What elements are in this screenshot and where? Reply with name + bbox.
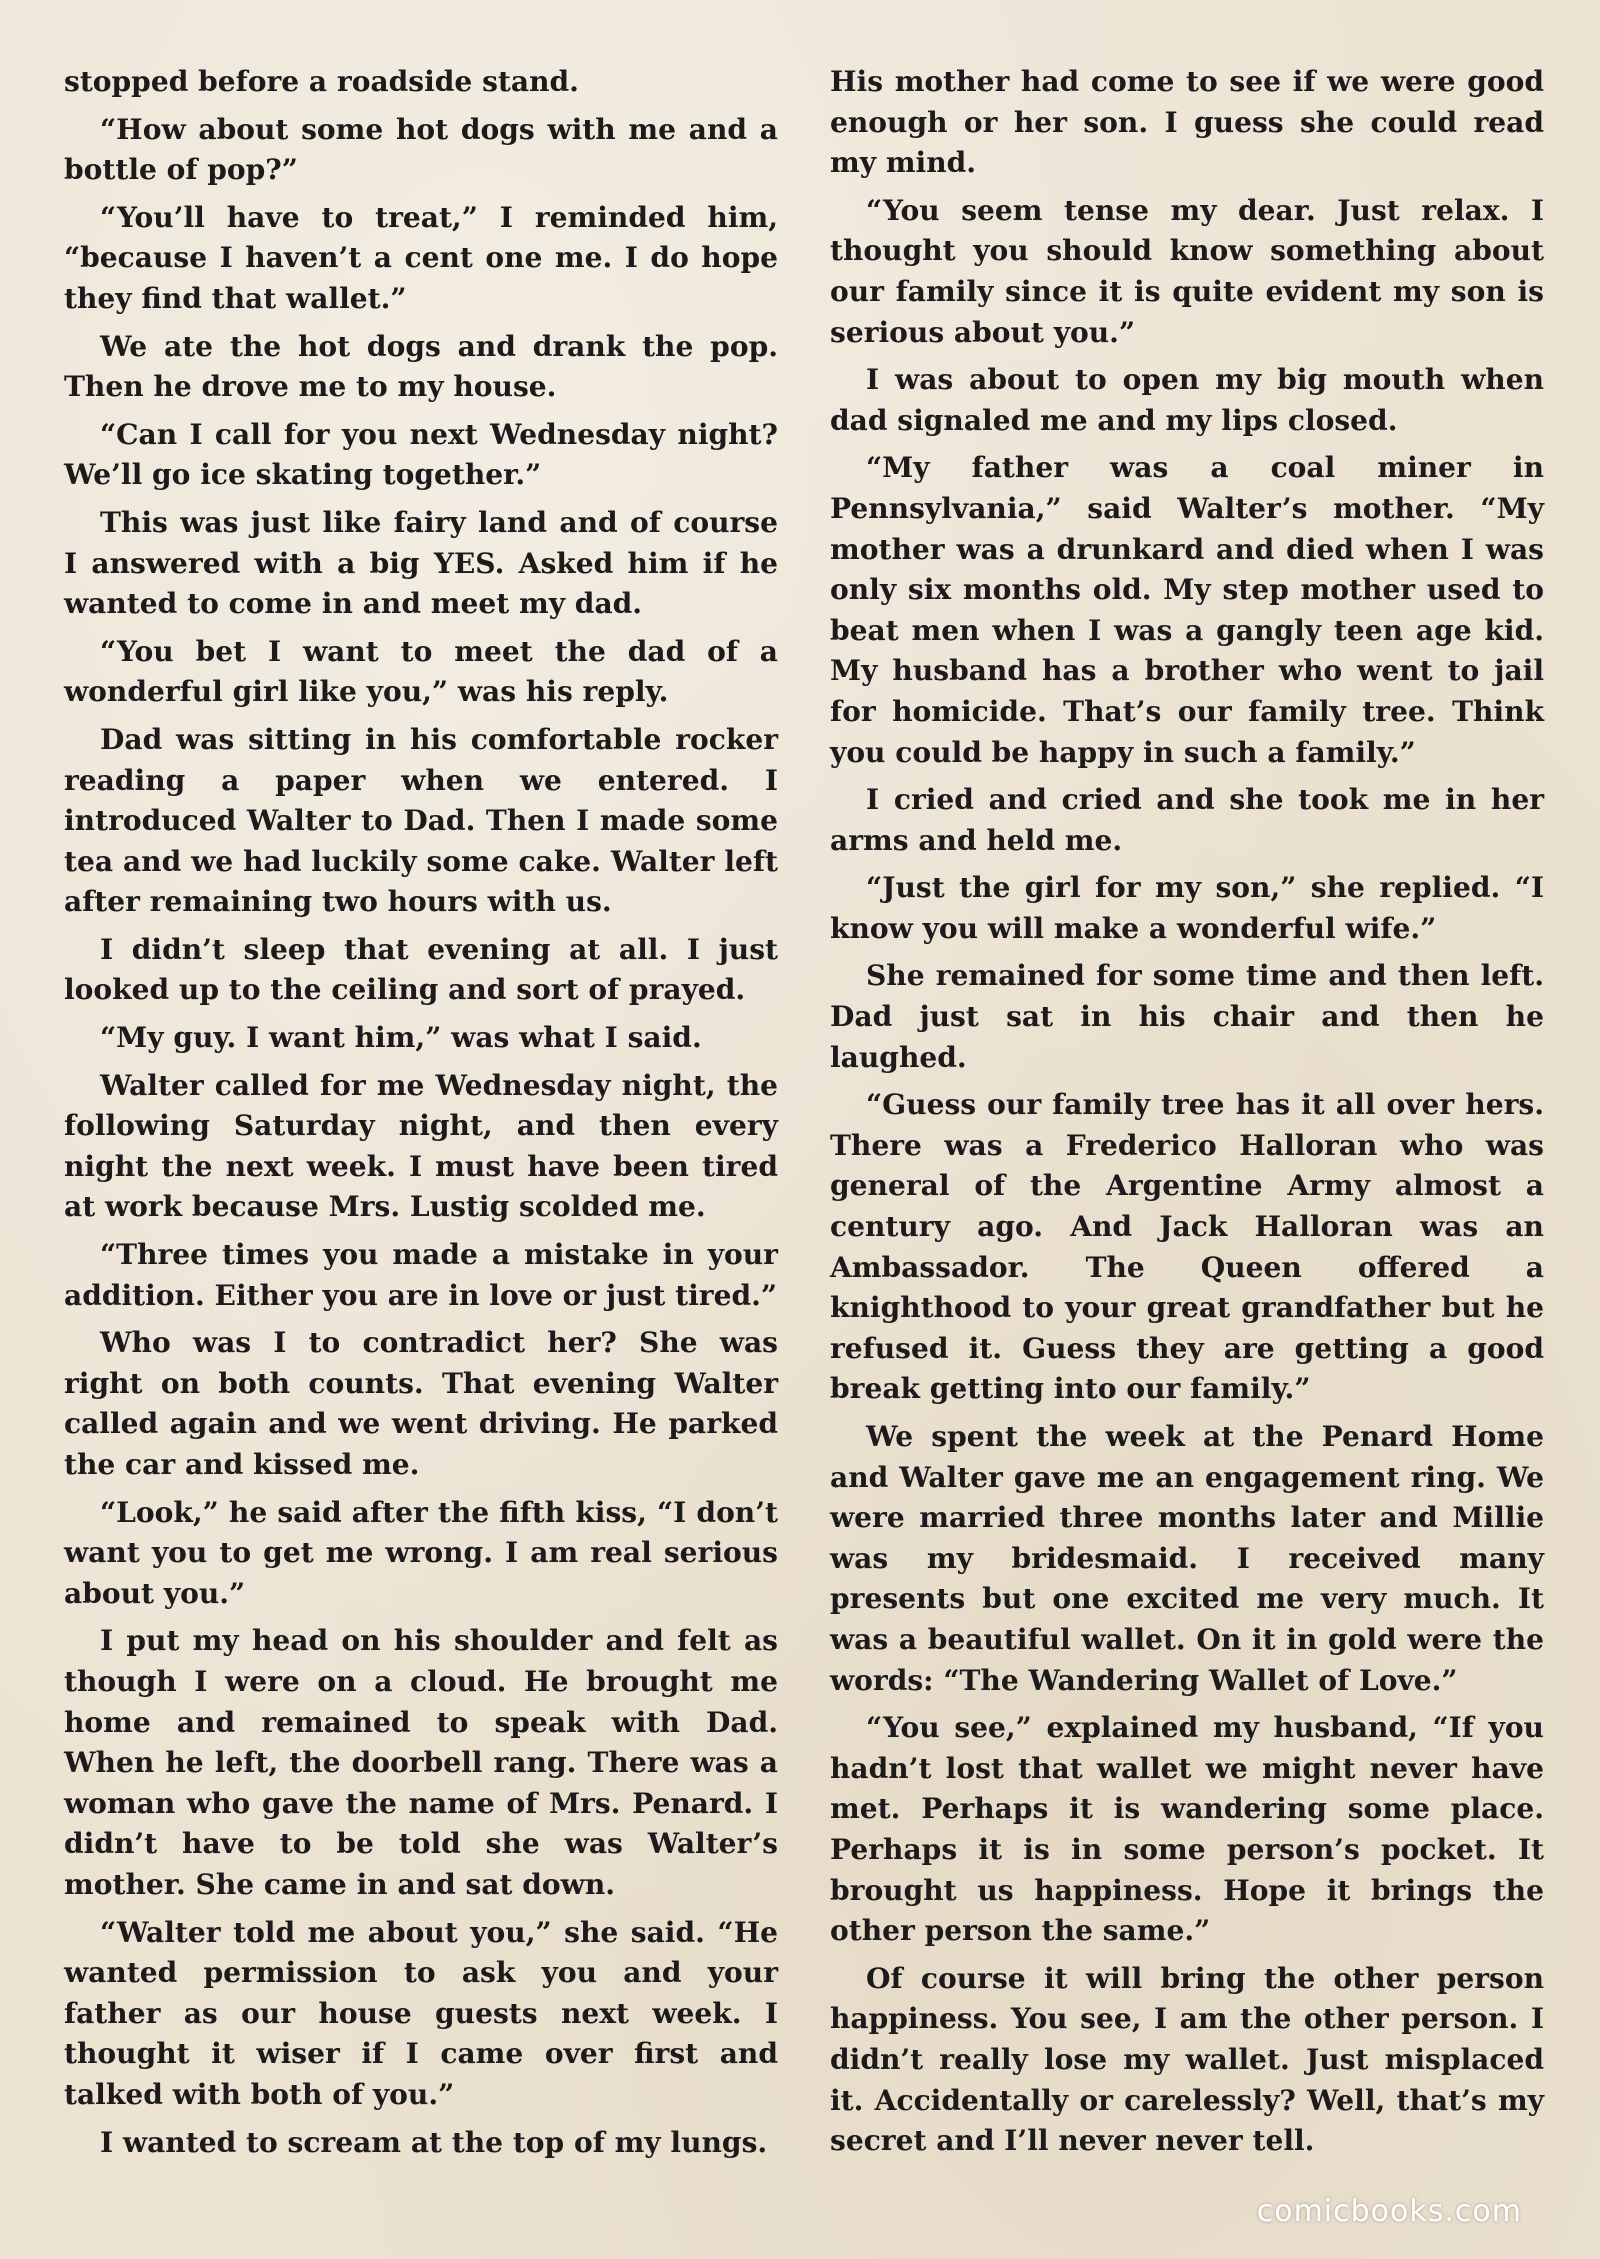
left-text-column	[64, 62, 778, 2170]
story-paragraph: I cried and cried and she took me in her arms and held me.	[830, 783, 1544, 857]
story-paragraph: “My father was a coal miner in Pennsylvania,” said Walter’s mother. “My mother was a drunkard and died when I was only six months old. My step mother used to beat men when I was a gangly teen age kid. My husband has a brother who went to jail for homicide. That’s our family tree. Think you could be happy in such a family.”	[830, 451, 1544, 769]
story-paragraph: “Just the girl for my son,” she replied. “I know you will make a wonderful wife.”	[830, 871, 1544, 945]
right-text-column	[830, 62, 1544, 2169]
site-watermark: comicbooks.com	[1256, 2194, 1522, 2229]
story-paragraph: This was just like fairy land and of course I answered with a big YES. Asked him if he wanted to come in and meet my dad.	[64, 505, 778, 621]
story-paragraph: “You seem tense my dear. Just relax. I thought you should know something about our family since it is quite evident my son is serious about you.”	[830, 193, 1544, 349]
story-paragraph: Who was I to contradict her? She was right on both counts. That evening Walter called again and we went driving. He parked the car and kissed me.	[64, 1326, 778, 1481]
story-paragraph: His mother had come to see if we were good enough or her son. I guess she could read my mind.	[830, 65, 1544, 180]
story-paragraph: stopped before a roadside stand.	[64, 65, 579, 98]
story-paragraph: Of course it will bring the other person happiness. You see, I am the other person. I didn’t really lose my wallet. Just misplaced it. Accidentally or carelessly? Well, that’s my secret and I’ll never never tell.	[830, 1961, 1544, 2158]
story-paragraph: “Three times you made a mistake in your addition. Either you are in love or just tired.”	[64, 1238, 778, 1312]
story-paragraph: I didn’t sleep that evening at all. I just looked up to the ceiling and sort of prayed.	[64, 932, 778, 1007]
story-paragraph: Dad was sitting in his comfortable rocker reading a paper when we entered. I introduced Walter to Dad. Then I made some tea and we had luckily some cake. Walter left after remaining two hours with us.	[64, 722, 778, 919]
story-paragraph: We spent the week at the Penard Home and Walter gave me an engagement ring. We were married three months later and Millie was my bridesmaid. I received many presents but one excited me very much. It was a beautiful wallet. On it in gold were the words: “The Wandering Wallet of Love.”	[830, 1420, 1544, 1697]
story-paragraph: I wanted to scream at the top of my lungs.	[100, 2125, 768, 2159]
story-paragraph: “Walter told me about you,” she said. “He wanted permission to ask you and your father as our house guests next week. I thought it wiser if I came over first and talked with both of you.”	[64, 1915, 778, 2111]
story-paragraph: She remained for some time and then left. Dad just sat in his chair and then he laughed.	[830, 959, 1544, 1074]
story-paragraph: “You’ll have to treat,” I reminded him, “because I haven’t a cent one me. I do hope they find that wallet.”	[64, 200, 778, 315]
story-paragraph: “My guy. I want him,” was what I said.	[100, 1021, 702, 1055]
story-paragraph: “You see,” explained my husband, “If you hadn’t lost that wallet we might never have met. Perhaps it is wandering some place. Perhaps it is in some person’s pocket. It brought us happiness. Hope it brings the other person the same.”	[830, 1711, 1544, 1948]
story-paragraph: “Look,” he said after the fifth kiss, “I don’t want you to get me wrong. I am real serious about you.”	[64, 1495, 778, 1610]
story-paragraph: “How about some hot dogs with me and a bottle of pop?”	[64, 112, 778, 187]
story-paragraph: I put my head on his shoulder and felt as though I were on a cloud. He brought me home and remained to speak with Dad. When he left, the doorbell rang. There was a woman who gave the name of Mrs. Penard. I didn’t have to be told she was Walter’s mother. She came in and sat down.	[64, 1624, 778, 1901]
story-paragraph: I was about to open my big mouth when dad signaled me and my lips closed.	[830, 363, 1544, 437]
story-paragraph: “Guess our family tree has it all over hers. There was a Frederico Halloran who was general of the Argentine Army almost a century ago. And Jack Halloran was an Ambassador. The Queen offered a knighthood to your great grandfather but he refused it. Guess they are getting a good break getting into our family.”	[830, 1088, 1544, 1406]
story-paragraph: We ate the hot dogs and drank the pop. Then he drove me to my house.	[64, 329, 778, 404]
story-paragraph: “Can I call for you next Wednesday night? We’ll go ice skating together.”	[64, 417, 778, 492]
story-paragraph: Walter called for me Wednesday night, the following Saturday night, and then every night the next week. I must have been tired at work because Mrs. Lustig scolded me.	[64, 1068, 778, 1224]
story-paragraph: “You bet I want to meet the dad of a wonderful girl like you,” was his reply.	[64, 634, 778, 709]
